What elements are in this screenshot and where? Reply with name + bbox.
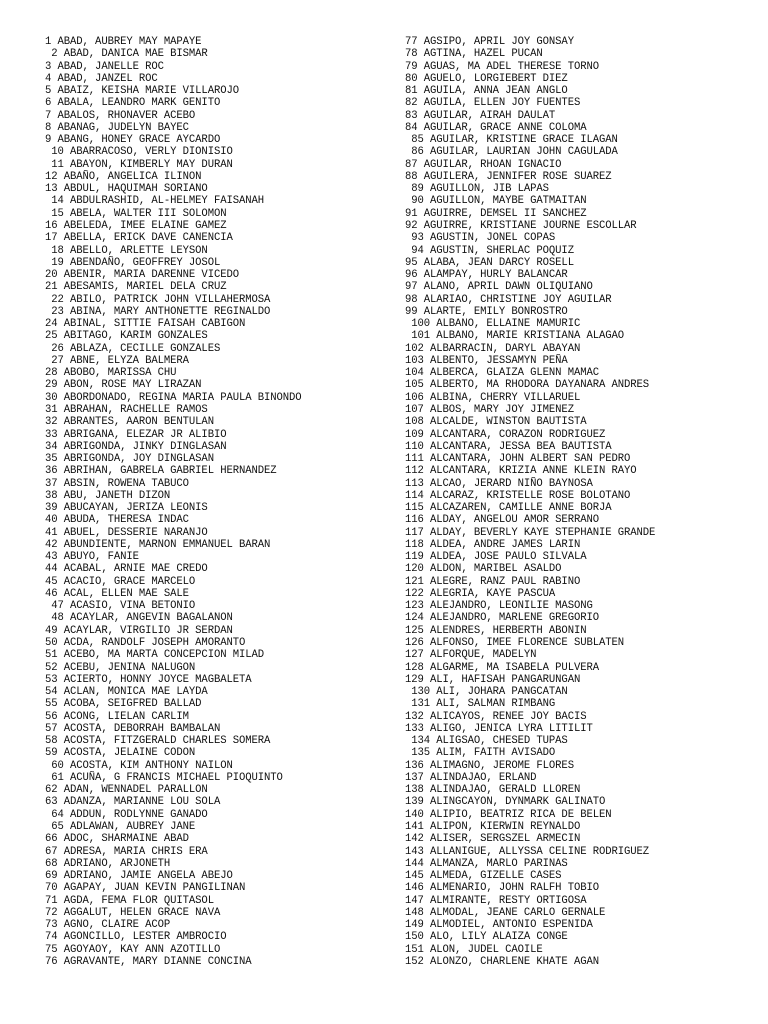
list-item: 12 ABAÑO, ANGELICA ILINON: [45, 170, 202, 183]
list-item: 114 ALCARAZ, KRISTELLE ROSE BOLOTANO: [405, 489, 631, 502]
list-item: 48 ACAYLAR, ANGEVIN BAGALANON: [45, 612, 233, 625]
list-item: 106 ALBINA, CHERRY VILLARUEL: [405, 391, 581, 404]
list-item: 32 ABRANTES, AARON BENTULAN: [45, 416, 214, 429]
list-item: 95 ALABA, JEAN DARCY ROSELL: [405, 256, 574, 269]
list-item: 17 ABELLA, ERICK DAVE CANENCIA: [45, 232, 233, 245]
list-item: 31 ABRAHAN, RACHELLE RAMOS: [45, 403, 208, 416]
list-item: 152 ALONZO, CHARLENE KHATE AGAN: [405, 955, 599, 968]
list-item: 19 ABENDAÑO, GEOFFREY JOSOL: [45, 256, 221, 269]
list-item: 134 ALIGSAO, CHESED TUPAS: [405, 735, 568, 748]
list-item: 66 ADOC, SHARMAINE ABAD: [45, 833, 189, 846]
list-item: 46 ACAL, ELLEN MAE SALE: [45, 587, 189, 600]
list-item: 77 AGSIPO, APRIL JOY GONSAY: [405, 36, 574, 48]
list-item: 150 ALO, LILY ALAIZA CONGE: [405, 931, 568, 944]
list-item: 129 ALI, HAFISAH PANGARUNGAN: [405, 673, 581, 686]
list-item: 35 ABRIGONDA, JOY DINGLASAN: [45, 453, 214, 466]
list-item: 146 ALMENARIO, JOHN RALFH TOBIO: [405, 882, 599, 895]
list-item: 79 AGUAS, MA ADEL THERESE TORNO: [405, 60, 599, 73]
list-item: 58 ACOSTA, FITZGERALD CHARLES SOMERA: [45, 735, 271, 748]
list-item: 118 ALDEA, ANDRE JAMES LARIN: [405, 538, 581, 551]
list-item: 97 ALANO, APRIL DAWN OLIQUIANO: [405, 281, 593, 294]
list-item: 111 ALCANTARA, JOHN ALBERT SAN PEDRO: [405, 453, 631, 466]
list-item: 100 ALBANO, ELLAINE MAMURIC: [405, 318, 581, 331]
list-item: 96 ALAMPAY, HURLY BALANCAR: [405, 269, 568, 282]
list-item: 63 ADANZA, MARIANNE LOU SOLA: [45, 796, 221, 809]
list-item: 140 ALIPIO, BEATRIZ RICA DE BELEN: [405, 808, 612, 821]
list-item: 33 ABRIGANA, ELEZAR JR ALIBIO: [45, 428, 227, 441]
list-item: 49 ACAYLAR, VIRGILIO JR SERDAN: [45, 624, 233, 637]
list-item: 132 ALICAYOS, RENEE JOY BACIS: [405, 710, 587, 723]
list-item: 3 ABAD, JANELLE ROC: [45, 60, 164, 73]
list-item: 75 AGOYAOY, KAY ANN AZOTILLO: [45, 943, 221, 956]
list-item: 69 ADRIANO, JAMIE ANGELA ABEJO: [45, 870, 233, 883]
list-item: 94 AGUSTIN, SHERLAC POQUIZ: [405, 244, 574, 257]
list-item: 86 AGUILAR, LAURIAN JOHN CAGULADA: [405, 146, 618, 159]
list-item: 88 AGUILERA, JENNIFER ROSE SUAREZ: [405, 170, 612, 183]
list-item: 60 ACOSTA, KIM ANTHONY NAILON: [45, 759, 233, 772]
list-item: 81 AGUILA, ANNA JEAN ANGLO: [405, 85, 568, 98]
list-item: 143 ALLANIGUE, ALLYSSA CELINE RODRIGUEZ: [405, 845, 650, 858]
list-item: 116 ALDAY, ANGELOU AMOR SERRANO: [405, 514, 599, 527]
list-item: 120 ALDON, MARIBEL ASALDO: [405, 563, 562, 576]
list-item: 83 AGUILAR, AIRAH DAULAT: [405, 109, 556, 122]
list-item: 119 ALDEA, JOSE PAULO SILVALA: [405, 551, 587, 564]
list-item: 8 ABANAG, JUDELYN BAYEC: [45, 121, 189, 134]
list-item: 14 ABDULRASHID, AL-HELMEY FAISANAH: [45, 195, 265, 208]
list-item: 59 ACOSTA, JELAINE CODON: [45, 747, 196, 760]
list-item: 11 ABAYON, KIMBERLY MAY DURAN: [45, 158, 233, 171]
list-item: 41 ABUEL, DESSERIE NARANJO: [45, 526, 208, 539]
list-item: 125 ALENDRES, HERBERTH ABONIN: [405, 624, 587, 637]
list-item: 98 ALARIAO, CHRISTINE JOY AGUILAR: [405, 293, 612, 306]
list-item: 84 AGUILAR, GRACE ANNE COLOMA: [405, 121, 587, 134]
list-item: 13 ABDUL, HAQUIMAH SORIANO: [45, 183, 208, 196]
list-item: 85 AGUILAR, KRISTINE GRACE ILAGAN: [405, 134, 618, 147]
list-item: 102 ALBARRACIN, DARYL ABAYAN: [405, 342, 581, 355]
list-item: 135 ALIM, FAITH AVISADO: [405, 747, 556, 760]
list-item: 72 AGGALUT, HELEN GRACE NAVA: [45, 906, 221, 919]
list-item: 38 ABU, JANETH DIZON: [45, 489, 171, 502]
list-item: 124 ALEJANDRO, MARLENE GREGORIO: [405, 612, 599, 625]
list-item: 149 ALMODIEL, ANTONIO ESPENIDA: [405, 919, 593, 932]
list-item: 78 AGTINA, HAZEL PUCAN: [405, 48, 543, 61]
list-item: 117 ALDAY, BEVERLY KAYE STEPHANIE GRANDE: [405, 526, 656, 539]
list-item: 73 AGNO, CLAIRE ACOP: [45, 919, 171, 932]
list-item: 47 ACASIO, VINA BETONIO: [45, 600, 196, 613]
list-item: 26 ABLAZA, CECILLE GONZALES: [45, 342, 221, 355]
list-item: 113 ALCAO, JERARD NIÑO BAYNOSA: [405, 477, 593, 490]
list-item: 53 ACIERTO, HONNY JOYCE MAGBALETA: [45, 673, 252, 686]
list-item: 39 ABUCAYAN, JERIZA LEONIS: [45, 502, 208, 515]
list-item: 142 ALISER, SERGSZEL ARMECIN: [405, 833, 581, 846]
list-item: 65 ADLAWAN, AUBREY JANE: [45, 821, 196, 833]
list-item: 1 ABAD, AUBREY MAY MAPAYE: [45, 36, 202, 48]
list-item: 62 ADAN, WENNADEL PARALLON: [45, 784, 208, 797]
list-item: 108 ALCALDE, WINSTON BAUTISTA: [405, 416, 587, 429]
list-item: 51 ACEBO, MA MARTA CONCEPCION MILAD: [45, 649, 265, 662]
list-item: 25 ABITAGO, KARIM GONZALES: [45, 330, 208, 343]
list-item: 6 ABALA, LEANDRO MARK GENITO: [45, 97, 221, 110]
list-item: 15 ABELA, WALTER III SOLOMON: [45, 207, 227, 220]
list-item: 104 ALBERCA, GLAIZA GLENN MAMAC: [405, 367, 599, 380]
list-item: 68 ADRIANO, ARJONETH: [45, 857, 171, 870]
list-item: 139 ALINGCAYON, DYNMARK GALINATO: [405, 796, 606, 809]
list-item: 76 AGRAVANTE, MARY DIANNE CONCINA: [45, 955, 252, 968]
list-item: 54 ACLAN, MONICA MAE LAYDA: [45, 686, 208, 699]
list-item: 22 ABILO, PATRICK JOHN VILLAHERMOSA: [45, 293, 271, 306]
list-item: 44 ACABAL, ARNIE MAE CREDO: [45, 563, 208, 576]
list-item: 138 ALINDAJAO, GERALD LLOREN: [405, 784, 581, 797]
list-item: 147 ALMIRANTE, RESTY ORTIGOSA: [405, 894, 587, 907]
list-item: 37 ABSIN, ROWENA TABUCO: [45, 477, 189, 490]
list-item: 74 AGONCILLO, LESTER AMBROCIO: [45, 931, 227, 944]
list-item: 61 ACUÑA, G FRANCIS MICHAEL PIOQUINTO: [45, 771, 283, 784]
list-item: 148 ALMODAL, JEANE CARLO GERNALE: [405, 906, 606, 919]
list-item: 56 ACONG, LIELAN CARLIM: [45, 710, 189, 723]
list-item: 2 ABAD, DANICA MAE BISMAR: [45, 48, 208, 61]
list-item: 23 ABINA, MARY ANTHONETTE REGINALDO: [45, 305, 271, 318]
list-item: 110 ALCANTARA, JESSA BEA BAUTISTA: [405, 440, 612, 453]
list-item: 29 ABON, ROSE MAY LIRAZAN: [45, 379, 202, 392]
list-item: 16 ABELEDA, IMEE ELAINE GAMEZ: [45, 219, 227, 232]
list-item: 52 ACEBU, JENINA NALUGON: [45, 661, 196, 674]
list-item: 34 ABRIGONDA, JINKY DINGLASAN: [45, 440, 227, 453]
list-item: 145 ALMEDA, GIZELLE CASES: [405, 870, 562, 883]
list-item: 24 ABINAL, SITTIE FAISAH CABIGON: [45, 318, 246, 331]
list-item: 36 ABRIHAN, GABRELA GABRIEL HERNANDEZ: [45, 465, 277, 478]
list-item: 45 ACACIO, GRACE MARCELO: [45, 575, 196, 588]
list-item: 151 ALON, JUDEL CAOILE: [405, 943, 543, 956]
list-item: 87 AGUILAR, RHOAN IGNACIO: [405, 158, 562, 171]
list-item: 141 ALIPON, KIERWIN REYNALDO: [405, 821, 581, 833]
list-item: 92 AGUIRRE, KRISTIANE JOURNE ESCOLLAR: [405, 219, 637, 232]
list-item: 99 ALARTE, EMILY BONROSTRO: [405, 305, 568, 318]
list-item: 101 ALBANO, MARIE KRISTIANA ALAGAO: [405, 330, 625, 343]
list-item: 123 ALEJANDRO, LEONILIE MASONG: [405, 600, 593, 613]
list-item: 50 ACDA, RANDOLF JOSEPH AMORANTO: [45, 637, 246, 650]
list-item: 91 AGUIRRE, DEMSEL II SANCHEZ: [405, 207, 587, 220]
list-item: 4 ABAD, JANZEL ROC: [45, 72, 158, 85]
list-item: 105 ALBERTO, MA RHODORA DAYANARA ANDRES: [405, 379, 650, 392]
list-item: 90 AGUILLON, MAYBE GATMAITAN: [405, 195, 587, 208]
list-item: 71 AGDA, FEMA FLOR QUITASOL: [45, 894, 214, 907]
list-item: 80 AGUELO, LORGIEBERT DIEZ: [405, 72, 568, 85]
list-item: 89 AGUILLON, JIB LAPAS: [405, 183, 549, 196]
list-item: 20 ABENIR, MARIA DARENNE VICEDO: [45, 269, 239, 282]
right-name-column: [405, 36, 760, 968]
list-item: 5 ABAIZ, KEISHA MARIE VILLAROJO: [45, 85, 239, 98]
list-item: 21 ABESAMIS, MARIEL DELA CRUZ: [45, 281, 227, 294]
list-item: 137 ALINDAJAO, ERLAND: [405, 771, 537, 784]
list-item: 55 ACOBA, SEIGFRED BALLAD: [45, 698, 202, 711]
list-item: 128 ALGARME, MA ISABELA PULVERA: [405, 661, 599, 674]
list-item: 126 ALFONSO, IMEE FLORENCE SUBLATEN: [405, 637, 625, 650]
list-item: 144 ALMANZA, MARLO PARINAS: [405, 857, 568, 870]
list-item: 7 ABALOS, RHONAVER ACEBO: [45, 109, 196, 122]
list-item: 130 ALI, JOHARA PANGCATAN: [405, 686, 568, 699]
list-item: 9 ABANG, HONEY GRACE AYCARDO: [45, 134, 221, 147]
list-item: 93 AGUSTIN, JONEL COPAS: [405, 232, 556, 245]
list-item: 67 ADRESA, MARIA CHRIS ERA: [45, 845, 208, 858]
list-item: 112 ALCANTARA, KRIZIA ANNE KLEIN RAYO: [405, 465, 637, 478]
list-item: 82 AGUILA, ELLEN JOY FUENTES: [405, 97, 581, 110]
list-item: 122 ALEGRIA, KAYE PASCUA: [405, 587, 556, 600]
list-item: 57 ACOSTA, DEBORRAH BAMBALAN: [45, 722, 221, 735]
list-item: 133 ALIGO, JENICA LYRA LITILIT: [405, 722, 593, 735]
list-item: 121 ALEGRE, RANZ PAUL RABINO: [405, 575, 581, 588]
list-item: 127 ALFORQUE, MADELYN: [405, 649, 537, 662]
list-item: 115 ALCAZAREN, CAMILLE ANNE BORJA: [405, 502, 612, 515]
list-item: 43 ABUYO, FANIE: [45, 551, 139, 564]
list-item: 42 ABUNDIENTE, MARNON EMMANUEL BARAN: [45, 538, 271, 551]
list-item: 10 ABARRACOSO, VERLY DIONISIO: [45, 146, 233, 159]
left-name-column: [45, 36, 390, 968]
list-item: 27 ABNE, ELYZA BALMERA: [45, 354, 189, 367]
list-item: 70 AGAPAY, JUAN KEVIN PANGILINAN: [45, 882, 246, 895]
list-item: 109 ALCANTARA, CORAZON RODRIGUEZ: [405, 428, 606, 441]
list-item: 40 ABUDA, THERESA INDAC: [45, 514, 189, 527]
list-item: 103 ALBENTO, JESSAMYN PEÑA: [405, 354, 568, 367]
list-item: 18 ABELLO, ARLETTE LEYSON: [45, 244, 208, 257]
list-item: 136 ALIMAGNO, JEROME FLORES: [405, 759, 574, 772]
list-item: 64 ADDUN, RODLYNNE GANADO: [45, 808, 208, 821]
list-item: 131 ALI, SALMAN RIMBANG: [405, 698, 556, 711]
list-item: 107 ALBOS, MARY JOY JIMENEZ: [405, 403, 574, 416]
list-item: 30 ABORDONADO, REGINA MARIA PAULA BINONDO: [45, 391, 302, 404]
list-item: 28 ABOBO, MARISSA CHU: [45, 367, 177, 380]
